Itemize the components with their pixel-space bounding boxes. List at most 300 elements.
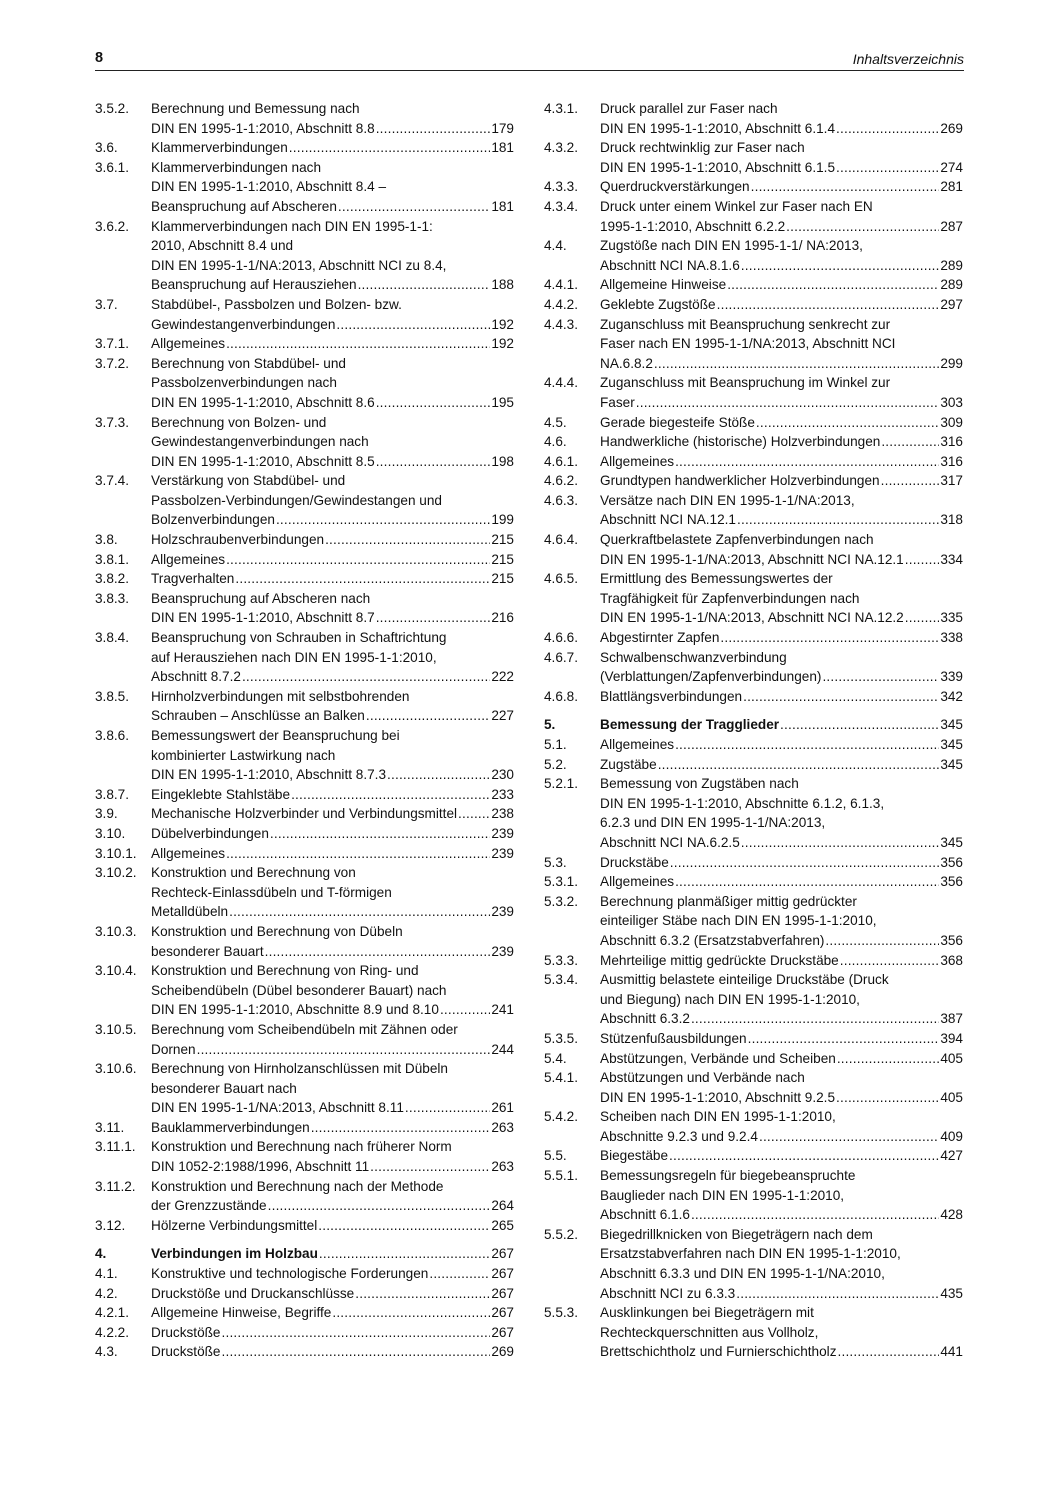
section-title-line: Konstruktive und technologische Forderungen	[151, 1266, 429, 1282]
dot-leader	[741, 256, 940, 276]
toc-entry	[95, 354, 514, 413]
section-title-line: Tragverhalten	[151, 571, 235, 587]
section-title-line: Druck unter einem Winkel zur Faser nach EN	[600, 198, 873, 214]
dot-leader	[836, 1088, 939, 1108]
section-title-line: Allgemeines	[151, 845, 226, 861]
section-number: 3.8.4.	[95, 630, 130, 646]
section-title-line: (Verblattungen/Zapfenverbindungen)	[600, 669, 822, 685]
dot-leader	[325, 530, 490, 550]
section-title-line: Druck rechtwinklig zur Faser nach	[600, 140, 805, 156]
section-number: 3.5.2.	[95, 101, 130, 116]
section-number: 5.	[544, 717, 556, 733]
section-title-line: Allgemeines	[600, 453, 675, 469]
section-number: 4.3.4.	[544, 198, 579, 214]
page-reference: 181	[491, 140, 514, 156]
toc-entry	[95, 1020, 514, 1059]
section-title-line: Schrauben – Anschlüsse an Balken	[151, 708, 365, 724]
page-header	[95, 50, 964, 71]
section-number: 4.4.	[544, 238, 567, 254]
dot-leader	[727, 275, 939, 295]
page-reference: 345	[940, 756, 963, 772]
section-title-line: Berechnung von Bolzen- und	[151, 414, 327, 430]
toc-entry	[95, 334, 514, 354]
section-number: 4.6.7.	[544, 649, 579, 665]
page-reference: 297	[940, 296, 963, 312]
toc-entry	[95, 863, 514, 922]
page-reference: 427	[940, 1148, 963, 1164]
section-number: 3.7.2.	[95, 355, 130, 371]
dot-leader	[840, 951, 940, 971]
toc-entry	[544, 687, 963, 707]
section-number: 3.6.1.	[95, 159, 130, 175]
section-number: 3.8.2.	[95, 571, 130, 587]
page-reference: 192	[491, 316, 514, 332]
section-title-line: Beanspruchung auf Abscheren	[151, 198, 337, 214]
section-title-line: Druck parallel zur Faser nach	[600, 101, 778, 116]
toc-entry	[95, 1177, 514, 1216]
section-title-line: Verstärkung von Stabdübel- und	[151, 473, 346, 489]
section-number: 4.6.6.	[544, 630, 579, 646]
section-title-line: Konstruktion und Berechnung von Dübeln	[151, 923, 403, 939]
toc-entry	[95, 1118, 514, 1138]
toc-entry	[95, 158, 514, 217]
page-reference: 198	[491, 453, 514, 469]
dot-leader	[737, 510, 939, 530]
dot-leader	[836, 158, 939, 178]
page-reference: 269	[940, 120, 963, 136]
page-reference: 181	[491, 198, 514, 214]
section-title-line: Stabdübel-, Passbolzen und Bolzen- bzw.	[151, 296, 402, 312]
section-number: 5.5.2.	[544, 1226, 579, 1242]
dot-leader	[748, 1029, 940, 1049]
section-number: 3.6.	[95, 140, 118, 156]
section-number: 5.3.2.	[544, 893, 579, 909]
toc-entry	[544, 530, 963, 569]
section-title-line: Scheibendübeln (Dübel besonderer Bauart) nach	[151, 982, 447, 998]
section-title-line: Faser nach EN 1995-1-1/NA:2013, Abschnitt NCI	[600, 336, 896, 352]
page-reference: 267	[491, 1324, 514, 1340]
section-title-line: Abschnitt NCI zu 6.3.3	[600, 1285, 736, 1301]
section-number: 3.8.	[95, 532, 118, 548]
section-title-line: Bemessungsregeln für biegebeanspruchte	[600, 1168, 856, 1184]
section-title-line: Druckstäbe	[600, 854, 669, 870]
toc-entry	[544, 236, 963, 275]
section-title-line: Bemessung der Tragglieder	[600, 717, 780, 733]
dot-leader	[358, 275, 491, 295]
dot-leader	[905, 550, 940, 570]
dot-leader	[311, 1118, 491, 1138]
toc-entry	[544, 1029, 963, 1049]
page-reference: 303	[940, 394, 963, 410]
dot-leader	[786, 217, 939, 237]
section-title-line: Hirnholzverbindungen mit selbstbohrenden	[151, 688, 410, 704]
page-reference: 345	[940, 834, 963, 850]
dot-leader	[197, 1040, 491, 1060]
page-reference: 241	[491, 1002, 514, 1018]
dot-leader	[291, 785, 490, 805]
section-title-line: DIN EN 1995-1-1:2010, Abschnitt 6.1.4	[600, 120, 836, 136]
section-title-line: Berechnung vom Scheibendübeln mit Zähnen oder	[151, 1021, 458, 1037]
toc-entry	[544, 951, 963, 971]
section-title-line: Grundtypen handwerklicher Holzverbindungen	[600, 473, 880, 489]
dot-leader	[691, 1205, 939, 1225]
dot-leader	[336, 315, 490, 335]
page-reference: 199	[491, 512, 514, 528]
toc-entry	[544, 452, 963, 472]
dot-leader	[222, 1342, 491, 1362]
section-title-line: Ersatzstabverfahren nach DIN EN 1995-1-1:2010,	[600, 1246, 901, 1262]
section-number: 5.4.2.	[544, 1109, 579, 1125]
section-title-line: Biegestäbe	[600, 1148, 669, 1164]
toc-entry	[95, 1059, 514, 1118]
section-number: 5.5.1.	[544, 1168, 579, 1184]
page-reference: 356	[940, 874, 963, 890]
toc-entry	[544, 413, 963, 433]
toc-entry	[95, 138, 514, 158]
section-title-line: DIN EN 1995-1-1:2010, Abschnitte 6.1.2, 6.1.3,	[600, 795, 885, 811]
section-title-line: Mechanische Holzverbinder und Verbindungsmittel	[151, 806, 458, 822]
section-title-line: Abgestirnter Zapfen	[600, 630, 720, 646]
section-number: 4.2.2.	[95, 1324, 130, 1340]
section-title-line: und Biegung) nach DIN EN 1995-1-1:2010,	[600, 991, 860, 1007]
toc-entry	[95, 922, 514, 961]
section-number: 3.9.	[95, 806, 118, 822]
section-title-line: Rechteckquerschnitten aus Vollholz,	[600, 1324, 819, 1340]
page-reference: 239	[491, 904, 514, 920]
dot-leader	[756, 413, 939, 433]
section-title-line: Querdruckverstärkungen	[600, 179, 750, 195]
page-number: 8	[95, 50, 104, 66]
section-title-line: DIN EN 1995-1-1:2010, Abschnitt 8.5	[151, 453, 375, 469]
section-title-line: Abschnitt 6.3.3 und DIN EN 1995-1-1/NA:2010,	[600, 1266, 885, 1282]
section-number: 5.5.3.	[544, 1305, 579, 1321]
dot-leader	[440, 1000, 490, 1020]
toc-entry	[95, 413, 514, 472]
section-title-line: Klammerverbindungen nach	[151, 159, 322, 175]
section-number: 4.6.8.	[544, 688, 579, 704]
section-number: 5.3.5.	[544, 1030, 579, 1046]
section-number: 4.3.2.	[544, 140, 579, 156]
section-title-line: Berechnung von Stabdübel- und	[151, 355, 346, 371]
page-reference: 317	[940, 473, 963, 489]
toc-column-left	[95, 99, 514, 1362]
section-title-line: Allgemeine Hinweise, Begriffe	[151, 1305, 332, 1321]
toc-entry	[544, 853, 963, 873]
dot-leader	[717, 295, 940, 315]
section-title-line: Dornen	[151, 1041, 196, 1057]
toc-entry	[95, 1342, 514, 1362]
dot-leader	[670, 853, 940, 873]
section-title-line: kombinierter Lastwirkung nach	[151, 747, 336, 763]
toc-entry	[544, 275, 963, 295]
toc-entry	[95, 1303, 514, 1323]
page-reference: 267	[491, 1246, 514, 1262]
page-reference: 267	[491, 1305, 514, 1321]
page-reference: 368	[940, 952, 963, 968]
section-title-line: Bemessung von Zugstäben nach	[600, 776, 799, 792]
page-reference: 281	[940, 179, 963, 195]
section-number: 3.8.5.	[95, 688, 130, 704]
section-number: 5.3.1.	[544, 874, 579, 890]
section-number: 5.1.	[544, 737, 567, 752]
section-number: 3.12.	[95, 1217, 126, 1233]
section-title-line: Konstruktion und Berechnung nach der Methode	[151, 1178, 444, 1194]
section-title-line: Abstützungen, Verbände und Scheiben	[600, 1050, 836, 1066]
page-reference: 267	[491, 1285, 514, 1301]
section-title-line: DIN EN 1995-1-1:2010, Abschnitt 8.7	[151, 610, 375, 626]
section-number: 5.3.3.	[544, 952, 579, 968]
section-number: 3.10.2.	[95, 865, 137, 881]
toc-entry	[544, 648, 963, 687]
page-reference: 409	[940, 1128, 963, 1144]
section-title-line: Brettschichtholz und Furnierschichtholz	[600, 1344, 837, 1360]
section-number: 5.2.1.	[544, 776, 579, 792]
page-reference: 239	[491, 845, 514, 861]
section-number: 4.6.4.	[544, 532, 579, 548]
dot-leader	[675, 452, 939, 472]
page-reference: 405	[940, 1089, 963, 1105]
running-title: Inhaltsverzeichnis	[852, 51, 964, 67]
section-title-line: 2010, Abschnitt 8.4 und	[151, 238, 294, 254]
toc-entry	[95, 569, 514, 589]
dot-leader	[743, 687, 939, 707]
dot-leader	[338, 197, 490, 217]
section-title-line: Bauglieder nach DIN EN 1995-1-1:2010,	[600, 1187, 845, 1203]
section-title-line: Klammerverbindungen	[151, 140, 288, 156]
toc-entry	[544, 1068, 963, 1107]
toc-chapter-entry	[95, 1244, 514, 1264]
section-title-line: Gewindestangenverbindungen	[151, 316, 336, 332]
toc-entry	[544, 970, 963, 1029]
section-number: 3.8.7.	[95, 786, 130, 802]
page-reference: 216	[491, 610, 514, 626]
section-title-line: Versätze nach DIN EN 1995-1-1/NA:2013,	[600, 492, 855, 508]
dot-leader	[720, 628, 939, 648]
dot-leader	[229, 902, 490, 922]
section-title-line: Tragfähigkeit für Zapfenverbindungen nach	[600, 590, 860, 606]
toc-entry	[95, 844, 514, 864]
section-title-line: Zugstäbe	[600, 756, 657, 772]
section-title-line: 1995-1-1:2010, Abschnitt 6.2.2	[600, 218, 786, 234]
dot-leader	[319, 1244, 490, 1264]
toc-entry	[95, 1216, 514, 1236]
dot-leader	[366, 706, 490, 726]
page-reference: 334	[940, 551, 963, 567]
section-number: 3.7.4.	[95, 473, 130, 489]
section-title-line: 6.2.3 und DIN EN 1995-1-1/NA:2013,	[600, 815, 826, 831]
toc-entry	[544, 1225, 963, 1303]
section-title-line: DIN EN 1995-1-1:2010, Abschnitt 8.4 –	[151, 179, 387, 195]
dot-leader	[222, 1323, 491, 1343]
toc-entry	[95, 628, 514, 687]
dot-leader	[226, 334, 490, 354]
page-reference: 192	[491, 336, 514, 352]
section-title-line: einteiliger Stäbe nach DIN EN 1995-1-1:2010,	[600, 913, 877, 929]
section-title-line: Blattlängsverbindungen	[600, 688, 743, 704]
toc-entry	[544, 138, 963, 177]
section-number: 4.6.1.	[544, 453, 579, 469]
section-title-line: Allgemeines	[600, 874, 675, 890]
dot-leader	[318, 1216, 490, 1236]
section-number: 4.6.2.	[544, 473, 579, 489]
dot-leader	[822, 667, 939, 687]
page-reference: 345	[940, 737, 963, 752]
dot-leader	[268, 1196, 491, 1216]
dot-leader	[836, 119, 939, 139]
section-title-line: DIN EN 1995-1-1/NA:2013, Abschnitt NCI NA.12.2	[600, 610, 904, 626]
dot-leader	[242, 667, 490, 687]
section-title-line: DIN EN 1995-1-1:2010, Abschnitt 9.2.5	[600, 1089, 836, 1105]
page-reference: 335	[940, 610, 963, 626]
section-title-line: Allgemeines	[600, 737, 675, 752]
toc-entry	[544, 373, 963, 412]
section-number: 3.8.1.	[95, 551, 130, 567]
page-reference: 318	[940, 512, 963, 528]
toc-entry	[544, 295, 963, 315]
section-title-line: Dübelverbindungen	[151, 825, 269, 841]
section-number: 3.8.6.	[95, 728, 130, 743]
section-title-line: DIN EN 1995-1-1:2010, Abschnitt 8.8	[151, 120, 375, 136]
toc-column-right	[544, 99, 963, 1362]
section-number: 4.4.2.	[544, 296, 579, 312]
page-reference: 274	[940, 159, 963, 175]
page-reference: 287	[940, 218, 963, 234]
section-title-line: Passbolzenverbindungen nach	[151, 375, 337, 391]
page-reference: 342	[940, 688, 963, 704]
toc-entry	[544, 1049, 963, 1069]
dot-leader	[458, 804, 490, 824]
section-title-line: Ermittlung des Bemessungswertes der	[600, 571, 833, 587]
section-title-line: Eingeklebte Stahlstäbe	[151, 786, 291, 802]
section-title-line: Ausklinkungen bei Biegeträgern mit	[600, 1305, 814, 1321]
page-reference: 387	[940, 1011, 963, 1027]
section-number: 3.8.3.	[95, 590, 130, 606]
dot-leader	[669, 1146, 939, 1166]
page-reference: 215	[491, 551, 514, 567]
dot-leader	[429, 1264, 490, 1284]
page-reference: 339	[940, 669, 963, 685]
toc-entry	[544, 177, 963, 197]
dot-leader	[636, 393, 940, 413]
section-number: 3.11.2.	[95, 1178, 136, 1194]
page-reference: 233	[491, 786, 514, 802]
page-reference: 289	[940, 257, 963, 273]
dot-leader	[332, 1303, 490, 1323]
toc-entry	[95, 471, 514, 530]
section-number: 3.6.2.	[95, 218, 130, 234]
dot-leader	[675, 735, 939, 755]
dot-leader	[405, 1098, 490, 1118]
section-title-line: Abschnitt 6.1.6	[600, 1207, 690, 1223]
toc-entry	[544, 1303, 963, 1362]
page-reference: 394	[940, 1030, 963, 1046]
page-reference: 179	[491, 120, 514, 136]
toc-entry	[95, 1137, 514, 1176]
dot-leader	[376, 452, 491, 472]
section-number: 4.4.1.	[544, 277, 579, 293]
toc-entry	[544, 735, 963, 755]
toc-entry	[95, 726, 514, 785]
toc-entry	[95, 687, 514, 726]
page-reference: 222	[491, 669, 514, 685]
section-title-line: besonderer Bauart nach	[151, 1080, 297, 1096]
section-title-line: Abschnitt NCI NA.12.1	[600, 512, 736, 528]
dot-leader	[741, 833, 940, 853]
dot-leader	[838, 1342, 940, 1362]
dot-leader	[759, 1127, 939, 1147]
page-reference: 299	[940, 355, 963, 371]
section-title-line: Druckstöße	[151, 1324, 221, 1340]
section-number: 3.7.	[95, 296, 118, 312]
section-title-line: Handwerkliche (historische) Holzverbindungen	[600, 434, 881, 450]
toc-entry	[95, 1264, 514, 1284]
page-reference: 265	[491, 1217, 514, 1233]
section-number: 4.3.1.	[544, 101, 579, 116]
section-number: 4.3.	[95, 1344, 118, 1360]
section-number: 3.10.1.	[95, 845, 137, 861]
section-title-line: DIN EN 1995-1-1/NA:2013, Abschnitt NCI zu 8.4,	[151, 257, 447, 273]
page-reference: 238	[491, 806, 514, 822]
dot-leader	[675, 872, 939, 892]
page-reference: 405	[940, 1050, 963, 1066]
section-title-line: Stützenfußausbildungen	[600, 1030, 747, 1046]
section-number: 4.4.3.	[544, 316, 579, 332]
section-title-line: Bauklammerverbindungen	[151, 1119, 310, 1135]
toc-entry	[544, 315, 963, 374]
section-title-line: Biegedrillknicken von Biegeträgern nach dem	[600, 1226, 873, 1242]
toc-entry	[95, 217, 514, 295]
section-number: 4.4.4.	[544, 375, 579, 391]
section-number: 4.	[95, 1246, 107, 1262]
toc-entry	[544, 774, 963, 852]
dot-leader	[691, 1009, 939, 1029]
page-reference: 215	[491, 571, 514, 587]
section-title-line: Druckstöße	[151, 1344, 221, 1360]
section-title-line: Konstruktion und Berechnung von	[151, 865, 356, 881]
section-title-line: DIN EN 1995-1-1:2010, Abschnitt 8.7.3	[151, 767, 387, 783]
toc-entry	[95, 1284, 514, 1304]
section-number: 4.6.3.	[544, 492, 579, 508]
dot-leader	[226, 844, 490, 864]
section-number: 3.10.4.	[95, 963, 137, 979]
section-title-line: Querkraftbelastete Zapfenverbindungen nach	[600, 532, 874, 548]
section-title-line: Allgemeines	[151, 336, 226, 352]
toc-entry	[95, 295, 514, 334]
section-number: 4.6.5.	[544, 571, 579, 587]
section-title-line: Holzschraubenverbindungen	[151, 532, 325, 548]
section-title-line: Abschnitte 9.2.3 und 9.2.4	[600, 1128, 758, 1144]
section-title-line: Ausmittig belastete einteilige Druckstäbe (Druck	[600, 972, 889, 988]
section-number: 5.3.4.	[544, 972, 579, 988]
section-title-line: Verbindungen im Holzbau	[151, 1246, 318, 1262]
page-reference: 195	[491, 394, 514, 410]
toc-chapter-entry	[544, 715, 963, 735]
dot-leader	[235, 569, 490, 589]
dot-leader	[289, 138, 491, 158]
dot-leader	[837, 1049, 939, 1069]
section-number: 3.7.1.	[95, 336, 130, 352]
section-title-line: DIN EN 1995-1-1:2010, Abschnitt 6.1.5	[600, 159, 836, 175]
page-reference: 356	[940, 932, 963, 948]
page-reference: 338	[940, 630, 963, 646]
page-reference: 269	[491, 1344, 514, 1360]
section-number: 4.6.	[544, 434, 567, 450]
toc-entry	[544, 892, 963, 951]
page-reference: 345	[940, 717, 963, 733]
dot-leader	[270, 824, 490, 844]
section-title-line: Abschnitt 8.7.2	[151, 669, 241, 685]
dot-leader	[881, 432, 939, 452]
